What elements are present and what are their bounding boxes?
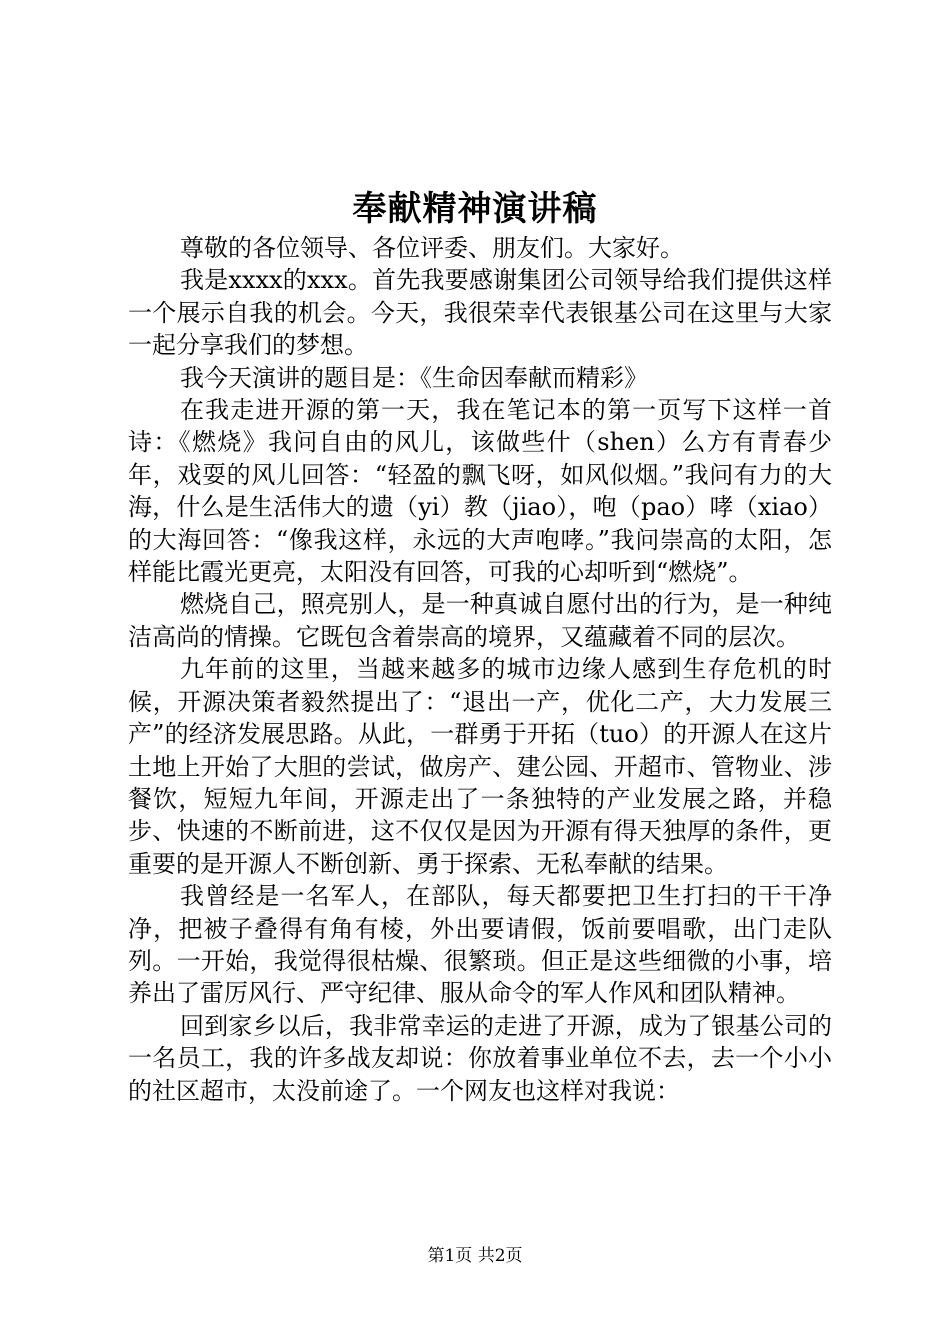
paragraph-greeting: 尊敬的各位领导、各位评委、朋友们。大家好。 bbox=[180, 234, 684, 262]
paragraph-hometown: 回到家乡以后，我非常幸运的走进了开源，成为了银基公司的一名员工，我的许多战友却说：你放着事业单位不去，去一个小小的社区超市，太没前途了。一个网友也这样对我说： bbox=[128, 1011, 832, 1105]
paragraph-nine-years: 九年前的这里，当越来越多的城市边缘人感到生存危机的时候，开源决策者毅然提出了：“退出一产，优化二产，大力发展三产”的经济发展思路。从此，一群勇于开拓（tuo）的开源人在这片土地上开始了大胆的尝试，做房产、建公园、开超市、管物业、涉餐饮，短短九年间，开源走出了一条独特的产业发展之路，并稳步、快速的不断前进，这不仅仅是因为开源有得天独厚的条件，更重要的是开源人不断创新、勇于探索、无私奉献的结果。 bbox=[128, 655, 832, 878]
paragraph-topic: 我今天演讲的题目是：《生命因奉献而精彩》 bbox=[180, 363, 648, 392]
paragraph-soldier: 我曾经是一名军人，在部队，每天都要把卫生打扫的干干净净，把被子叠得有角有棱，外出要请假，饭前要唱歌，出门走队列。一开始，我觉得很枯燥、很繁琐。但正是这些细微的小事，培养出了雷厉风行、严守纪律、服从命令的军人作风和团队精神。 bbox=[128, 882, 832, 1008]
document-title: 奉献精神演讲稿 bbox=[352, 189, 598, 229]
paragraph-burning: 燃烧自己，照亮别人，是一种真诚自愿付出的行为，是一种纯洁高尚的情操。它既包含着崇高的境界，又蕴藏着不同的层次。 bbox=[128, 590, 832, 651]
paragraph-introduction: 我是xxxx的xxx。首先我要感谢集团公司领导给我们提供这样一个展示自我的机会。今天，我很荣幸代表银基公司在这里与大家一起分享我们的梦想。 bbox=[128, 266, 832, 360]
document-body bbox=[128, 232, 832, 1107]
page-footer: 第1页 共2页 bbox=[427, 1246, 523, 1266]
paragraph-poem: 在我走进开源的第一天，我在笔记本的第一页写下这样一首诗：《燃烧》我问自由的风儿，该做些什（shen）么方有青春少年，戏耍的风儿回答：“轻盈的飘飞呀，如风似烟。”我问有力的大海，什么是生活伟大的遗（yi）教（jiao），咆（pao）哮（xiao）的大海回答：“像我这样，永远的大声咆哮。”我问崇高的太阳，怎样能比霞光更亮，太阳没有回答，可我的心却听到“燃烧”。 bbox=[128, 396, 832, 587]
